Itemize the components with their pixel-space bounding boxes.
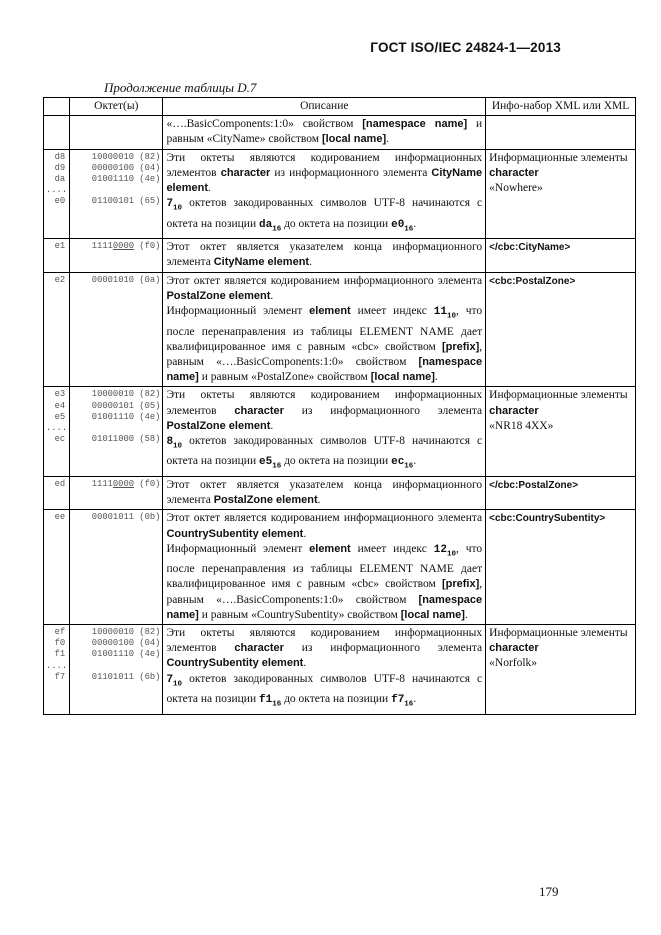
info-cell <box>486 116 636 149</box>
info-cell: Информационные элементы character «Norfolk» <box>486 625 636 715</box>
info-cell: Информационные элементы character «NR18 4XX» <box>486 387 636 477</box>
index-cell: e2 <box>44 272 70 387</box>
info-cell: </cbc:PostalZone> <box>486 476 636 509</box>
bytes-cell: 11110000 (f0) <box>70 239 163 272</box>
info-cell: <cbc:PostalZone> <box>486 272 636 387</box>
table-row <box>44 625 636 715</box>
table-row <box>44 387 636 477</box>
info-cell: </cbc:CityName> <box>486 239 636 272</box>
description-cell: Этот октет является кодированием информационного элемента PostalZone element. Информационный элемент element имеет индекс $11_{10}$, что после перенаправления из таблицы ELEMENT NAME дает квалифицированное имя с равным «cbc» свойством [prefix], равным «….BasicComponents:1:0» свойством [namespace name] и равным «PostalZone» свойством [local name]. <box>163 272 486 387</box>
index-cell <box>44 116 70 149</box>
bytes-cell: 00001011 (0b) <box>70 510 163 625</box>
page-number: 179 <box>539 884 559 899</box>
bytes-cell: 10000010 (82) 00000101 (05) 01001110 (4e) 01011000 (58) <box>70 387 163 477</box>
header-octets: Октет(ы) <box>70 98 163 116</box>
description-cell: «….BasicComponents:1:0» свойством [namespace name] и равным «CityName» свойством [local name]. <box>163 116 486 149</box>
octet-table <box>43 97 636 715</box>
index-cell: d8 d9 da .... e0 <box>44 149 70 239</box>
table-caption: Продолжение таблицы D.7 <box>104 80 257 95</box>
bytes-cell: 10000010 (82) 00000100 (04) 01001110 (4e) 01101011 (6b) <box>70 625 163 715</box>
index-cell: ed <box>44 476 70 509</box>
table-row <box>44 149 636 239</box>
description-cell: Этот октет является указателем конца информационного элемента CityName element. <box>163 239 486 272</box>
description-cell: Этот октет является указателем конца информационного элемента PostalZone element. <box>163 476 486 509</box>
table-row <box>44 272 636 387</box>
table-row <box>44 510 636 625</box>
table-header-row <box>44 98 636 116</box>
bytes-cell: 00001010 (0a) <box>70 272 163 387</box>
standard-header: ГОСТ ISO/IEC 24824-1—2013 <box>370 40 561 55</box>
description-cell: Эти октеты являются кодированием информационных элементов character из информационного элемента CityName element. $7_{10}$ октетов закодированных символов UTF-8 начинаются с октета на позиции $da_{16}$ до октета на позиции $e0_{16}$. <box>163 149 486 239</box>
index-cell: e1 <box>44 239 70 272</box>
index-cell: e3 e4 e5 .... ec <box>44 387 70 477</box>
header-info: Инфо-набор XML или XML <box>486 98 636 116</box>
description-cell: Эти октеты являются кодированием информационных элементов character из информационного элемента CountrySubentity element. $7_{10}$ октетов закодированных символов UTF-8 начинаются с октета на позиции $f1_{16}$ до октета на позиции $f7_{16}$. <box>163 625 486 715</box>
index-cell: ef f0 f1 .... f7 <box>44 625 70 715</box>
table-row <box>44 476 636 509</box>
table-row <box>44 239 636 272</box>
description-cell: Эти октеты являются кодированием информационных элементов character из информационного элемента PostalZone element. $8_{10}$ октетов закодированных символов UTF-8 начинаются с октета на позиции $e5_{16}$ до октета на позиции $ec_{16}$. <box>163 387 486 477</box>
description-cell: Этот октет является кодированием информационного элемента CountrySubentity element. Информационный элемент element имеет индекс $12_{10}$, что после перенаправления из таблицы ELEMENT NAME дает квалифицированное имя с равным «cbc» свойством [prefix], равным «….BasicComponents:1:0» свойством [namespace name] и равным «CountrySubentity» свойством [local name]. <box>163 510 486 625</box>
info-cell: Информационные элементы character «Nowhere» <box>486 149 636 239</box>
index-cell: ee <box>44 510 70 625</box>
bytes-cell <box>70 116 163 149</box>
header-description: Описание <box>163 98 486 116</box>
header-index <box>44 98 70 116</box>
table-row <box>44 116 636 149</box>
bytes-cell: 11110000 (f0) <box>70 476 163 509</box>
info-cell: <cbc:CountrySubentity> <box>486 510 636 625</box>
bytes-cell: 10000010 (82) 00000100 (04) 01001110 (4e) 01100101 (65) <box>70 149 163 239</box>
